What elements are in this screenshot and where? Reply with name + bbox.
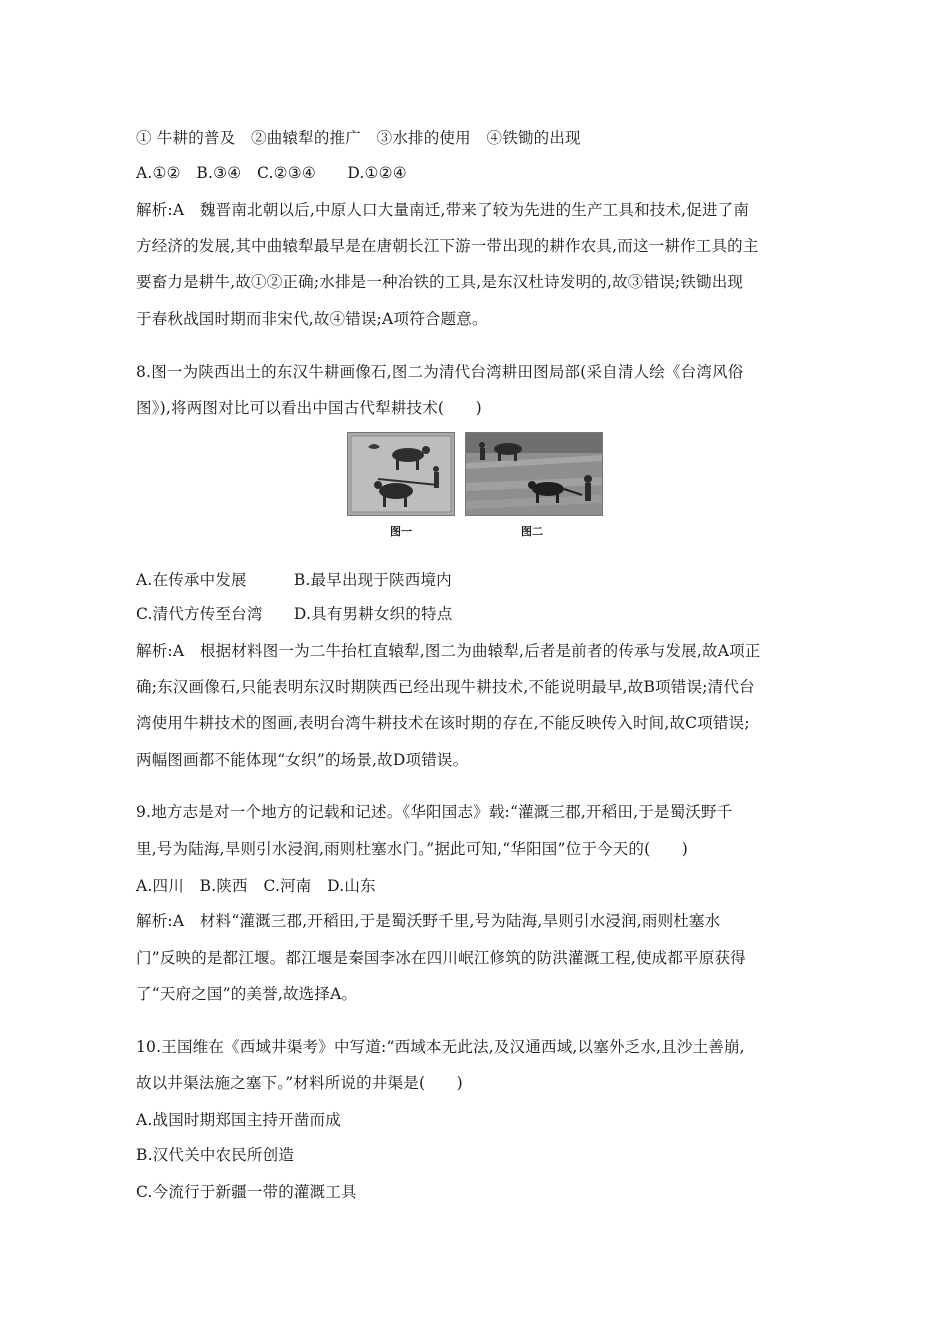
q10-option-a: A.战国时期郑国主持开凿而成 — [136, 1111, 341, 1129]
q10-option-c: C.今流行于新疆一带的灌溉工具 — [136, 1183, 357, 1201]
q7-options: A.①② B.③④ C.②③④ D.①②④ — [136, 164, 407, 182]
q8-stem-line-1: 8.图一为陕西出土的东汉牛耕画像石,图二为清代台湾耕田图局部(采自清人绘《台湾风俗 — [136, 363, 744, 381]
q9-analysis-line-3: 了“天府之国”的美誉,故选择A。 — [136, 985, 358, 1003]
figure-1-stone-relief-image — [347, 432, 455, 516]
q10-option-b: B.汉代关中农民所创造 — [136, 1146, 295, 1164]
q8-analysis-line-1: 解析:A 根据材料图一为二牛抬杠直辕犁,图二为曲辕犁,后者是前者的传承与发展,故A项正 — [136, 642, 761, 660]
figure-1-caption: 图一 — [390, 525, 412, 538]
q7-analysis-line-3: 要畜力是耕牛,故①②正确;水排是一种冶铁的工具,是东汉杜诗发明的,故③错误;铁锄出现 — [136, 273, 744, 291]
q7-analysis-line-1: 解析:A 魏晋南北朝以后,中原人口大量南迁,带来了较为先进的生产工具和技术,促进了南 — [136, 201, 750, 219]
q8-analysis-line-3: 湾使用牛耕技术的图画,表明台湾牛耕技术在该时期的存在,不能反映传入时间,故C项错误; — [136, 714, 750, 732]
q9-stem-line-2: 里,号为陆海,旱则引水浸润,雨则杜塞水门。”据此可知,“华阳国”位于今天的( ) — [136, 840, 689, 858]
q10-stem-line-1: 10.王国维在《西域井渠考》中写道:“西域本无此法,及汉通西域,以塞外乏水,且沙土善崩, — [136, 1038, 745, 1056]
q8-analysis-line-4: 两幅图画都不能体现“女织”的场景,故D项错误。 — [136, 751, 469, 769]
q8-analysis-line-2: 确;东汉画像石,只能表明东汉时期陕西已经出现牛耕技术,不能说明最早,故B项错误;清代台 — [136, 678, 755, 696]
q9-options: A.四川 B.陕西 C.河南 D.山东 — [136, 877, 376, 895]
q7-analysis-line-4: 于春秋战国时期而非宋代,故④错误;A项符合题意。 — [136, 310, 488, 328]
q9-analysis-line-1: 解析:A 材料“灌溉三郡,开稻田,于是蜀沃野千里,号为陆海,旱则引水浸润,雨则杜塞水 — [136, 912, 721, 930]
figure-2-caption: 图二 — [521, 525, 543, 538]
q7-items: ① 牛耕的普及 ②曲辕犁的推广 ③水排的使用 ④铁锄的出现 — [136, 129, 581, 147]
q10-stem-line-2: 故以井渠法施之塞下。”材料所说的井渠是( ) — [136, 1074, 463, 1092]
q8-options-line-1: A.在传承中发展 B.最早出现于陕西境内 — [136, 571, 452, 589]
q9-analysis-line-2: 门”反映的是都江堰。都江堰是秦国李冰在四川岷江修筑的防洪灌溉工程,使成都平原获得 — [136, 949, 746, 967]
figure-2-taiwan-plowing-painting — [465, 432, 603, 516]
q8-options-line-2: C.清代方传至台湾 D.具有男耕女织的特点 — [136, 605, 453, 623]
q8-stem-line-2: 图》),将两图对比可以看出中国古代犁耕技术( ) — [136, 399, 482, 417]
q9-stem-line-1: 9.地方志是对一个地方的记载和记述。《华阳国志》载:“灌溉三郡,开稻田,于是蜀沃野千 — [136, 803, 733, 821]
q7-analysis-line-2: 方经济的发展,其中曲辕犁最早是在唐朝长江下游一带出现的耕作农具,而这一耕作工具的主 — [136, 237, 759, 255]
